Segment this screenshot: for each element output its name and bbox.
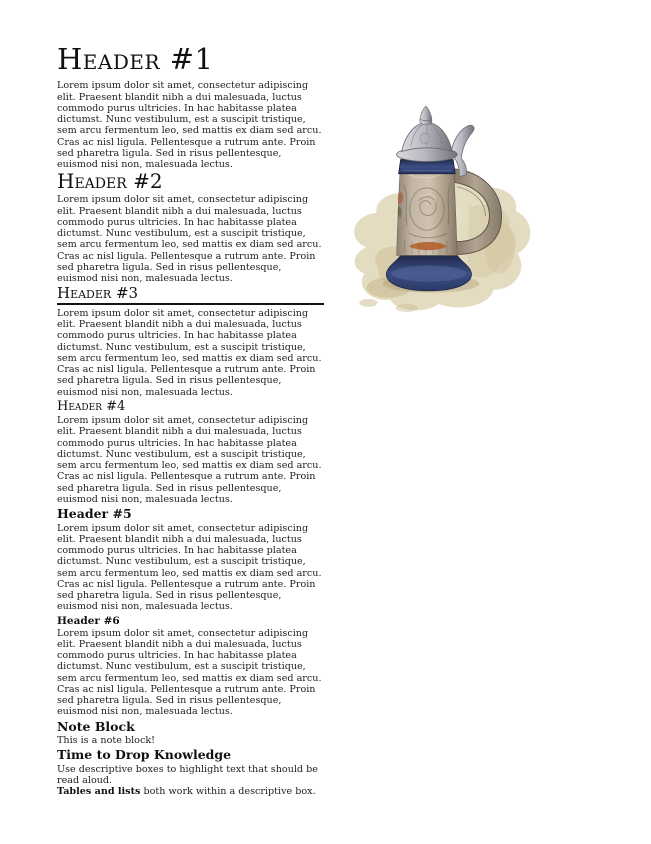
note-block-text: This is a note block! [57, 735, 155, 747]
knowledge-text: Use descriptive boxes to highlight text that should be read aloud. [57, 763, 318, 786]
knowledge-bold-lead: Tables and lists [57, 786, 141, 798]
note-block-title: Note Block [57, 718, 135, 734]
body-paragraph: Lorem ipsum dolor sit amet, consectetur adipiscing elit. Praesent blandit nibh a dui malesuada, luctus commodo purus ultricies. In hac habitasse platea dictumst. Nunc vestibulum, est a suscipit tristique, sem arcu fermentum leo, sed mattis ex diam sed arcu. Cras ac nisl ligula. Pellentesque a rutrum ante. Proin sed pharetra ligula. Sed in risus pellentesque, euismod nisi non, malesuada lectus. [57, 194, 322, 285]
knowledge-tables-line [57, 786, 324, 797]
text-column [57, 44, 324, 797]
body-paragraph: Lorem ipsum dolor sit amet, consectetur adipiscing elit. Praesent blandit nibh a dui malesuada, luctus commodo purus ultricies. In hac habitasse platea dictumst. Nunc vestibulum, est a suscipit tristique, sem arcu fermentum leo, sed mattis ex diam sed arcu. Cras ac nisl ligula. Pellentesque a rutrum ante. Proin sed pharetra ligula. Sed in risus pellentesque, euismod nisi non, malesuada lectus. [57, 80, 322, 171]
section-header-1: Header #1 [57, 42, 214, 76]
section-header-2: Header #2 [57, 169, 163, 194]
knowledge-rest: both work within a descriptive box. [140, 786, 316, 798]
finial-point [420, 106, 432, 121]
beer-stein-svg [338, 96, 540, 318]
section-header-4: Header #4 [57, 398, 126, 414]
body-paragraph: Lorem ipsum dolor sit amet, consectetur adipiscing elit. Praesent blandit nibh a dui malesuada, luctus commodo purus ultricies. In hac habitasse platea dictumst. Nunc vestibulum, est a suscipit tristique, sem arcu fermentum leo, sed mattis ex diam sed arcu. Cras ac nisl ligula. Pellentesque a rutrum ante. Proin sed pharetra ligula. Sed in risus pellentesque, euismod nisi non, malesuada lectus. [57, 415, 322, 505]
section-header-6: Header #6 [57, 614, 120, 627]
knowledge-title: Time to Drop Knowledge [57, 747, 232, 763]
body-paragraph: Lorem ipsum dolor sit amet, consectetur adipiscing elit. Praesent blandit nibh a dui malesuada, luctus commodo purus ultricies. In hac habitasse platea dictumst. Nunc vestibulum, est a suscipit tristique, sem arcu fermentum leo, sed mattis ex diam sed arcu. Cras ac nisl ligula. Pellentesque a rutrum ante. Proin sed pharetra ligula. Sed in risus pellentesque, euismod nisi non, malesuada lectus. [57, 522, 322, 613]
section-header-5: Header #5 [57, 506, 132, 522]
body-paragraph: Lorem ipsum dolor sit amet, consectetur adipiscing elit. Praesent blandit nibh a dui malesuada, luctus commodo purus ultricies. In hac habitasse platea dictumst. Nunc vestibulum, est a suscipit tristique, sem arcu fermentum leo, sed mattis ex diam sed arcu. Cras ac nisl ligula. Pellentesque a rutrum ante. Proin sed pharetra ligula. Sed in risus pellentesque, euismod nisi non, malesuada lectus. [57, 307, 322, 398]
beer-stein-illustration [338, 96, 540, 318]
section-header-3: Header #3 [57, 285, 324, 305]
body-paragraph: Lorem ipsum dolor sit amet, consectetur adipiscing elit. Praesent blandit nibh a dui malesuada, luctus commodo purus ultricies. In hac habitasse platea dictumst. Nunc vestibulum, est a suscipit tristique, sem arcu fermentum leo, sed mattis ex diam sed arcu. Cras ac nisl ligula. Pellentesque a rutrum ante. Proin sed pharetra ligula. Sed in risus pellentesque, euismod nisi non, malesuada lectus. [57, 627, 322, 718]
